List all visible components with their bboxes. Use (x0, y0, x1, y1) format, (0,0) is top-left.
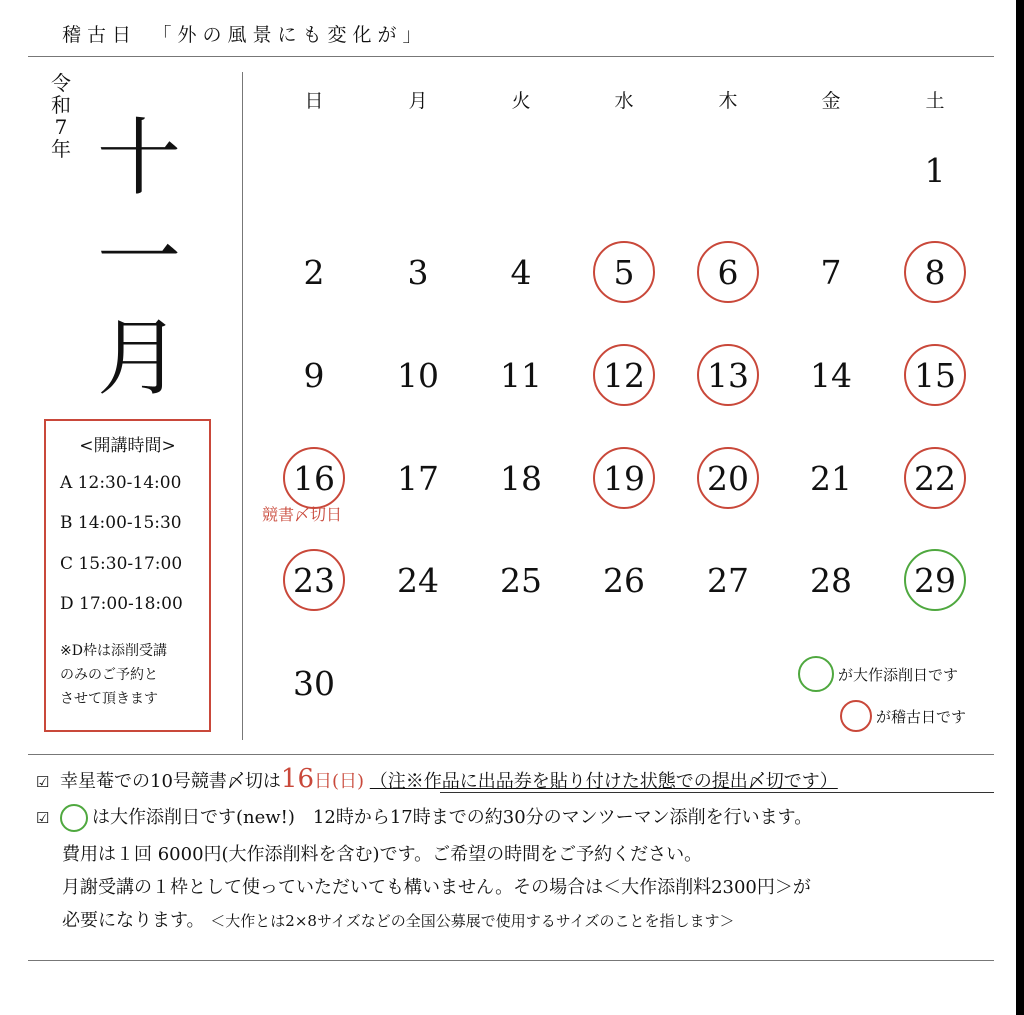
era-char: 7 (54, 115, 68, 139)
calendar-day (796, 443, 866, 513)
calendar-day (589, 443, 659, 513)
day-number: 24 (397, 560, 439, 600)
era-char: 令 (51, 71, 71, 95)
day-number: 4 (510, 252, 532, 292)
month-char: 月 (96, 309, 181, 407)
calendar-day (589, 340, 659, 410)
era-char: 年 (51, 137, 71, 161)
calendar-day (900, 443, 970, 513)
calendar-day (279, 545, 349, 615)
weekday-label: 水 (614, 90, 634, 112)
legend-red (840, 700, 966, 732)
note-line-fee: 費用は１回 6000円(大作添削料を含む)です。ご希望の時間をご予約ください。 (62, 844, 703, 865)
calendar-day (383, 340, 453, 410)
calendar-day (589, 237, 659, 307)
day-number: 3 (407, 252, 429, 292)
day-number: 25 (500, 560, 542, 600)
slot-note-line: させて頂きます (60, 691, 158, 707)
month-char: 十 (96, 109, 181, 207)
day-number: 28 (810, 560, 852, 600)
deadline-day: 16 (280, 764, 314, 794)
day-number: 29 (914, 560, 956, 600)
underline-rule (440, 792, 994, 793)
slot-note-line: ※D枠は添削受講 (60, 643, 167, 659)
calendar-day (486, 340, 556, 410)
calendar-day (900, 237, 970, 307)
calendar-day (279, 237, 349, 307)
notes-divider (28, 754, 994, 755)
calendar-day (279, 648, 349, 718)
slot-note-line: のみのご予約と (60, 667, 158, 683)
day-number: 19 (603, 458, 645, 498)
weekday-label: 土 (925, 90, 945, 112)
day-number: 1 (924, 150, 946, 190)
weekday-label: 月 (408, 90, 428, 112)
day-number: 8 (924, 252, 946, 292)
calendar-day (796, 237, 866, 307)
day-number: 7 (820, 252, 842, 292)
calendar-day (900, 340, 970, 410)
day-number: 21 (810, 458, 852, 498)
deadline-note: （注※作品に出品券を貼り付けた状態での提出〆切です） (369, 771, 838, 792)
calendar-day (486, 443, 556, 513)
month-char: 一 (96, 209, 181, 307)
calendar-day (796, 545, 866, 615)
day-number: 11 (500, 355, 542, 395)
day-number: 23 (293, 560, 335, 600)
class-hours-box (44, 419, 211, 732)
class-hours-title: <開講時間> (79, 436, 176, 456)
calendar-day (486, 545, 556, 615)
legend-green (798, 656, 958, 692)
day-number: 5 (613, 252, 635, 292)
weekday-label: 日 (304, 90, 324, 112)
calendar-day (796, 340, 866, 410)
calendar-day (383, 237, 453, 307)
calendar-day (693, 443, 763, 513)
day-number: 16 (293, 458, 335, 498)
note-line-deadline (36, 764, 838, 794)
day-number: 10 (397, 355, 439, 395)
calendar-day (383, 443, 453, 513)
calendar-day (589, 545, 659, 615)
day-number: 2 (303, 252, 325, 292)
day-number: 12 (603, 355, 645, 395)
large-work-text: は大作添削日です(new!) 12時から17時までの約30分のマンツーマン添削を行います。 (92, 807, 813, 828)
era-char: 和 (51, 93, 71, 117)
slot-note (60, 639, 210, 711)
green-circle-icon (798, 656, 834, 692)
calendar-day (383, 545, 453, 615)
day-number: 20 (707, 458, 749, 498)
day-number: 22 (914, 458, 956, 498)
day-number: 18 (500, 458, 542, 498)
day-number: 26 (603, 560, 645, 600)
day-number: 27 (707, 560, 749, 600)
calendar-day (693, 545, 763, 615)
day-number: 9 (303, 355, 325, 395)
month-label (96, 108, 182, 408)
large-work-definition: ＜大作とは2×8サイズなどの全国公募展で使用するサイズのことを指します＞ (210, 912, 735, 930)
calendar-day (900, 135, 970, 205)
calendar-day (486, 237, 556, 307)
note-line-monthly: 月謝受講の１枠として使っていただいても構いません。その場合は＜大作添削料2300円＞が (62, 877, 811, 898)
deadline-text: 幸星菴での10号競書〆切は (60, 771, 281, 792)
time-slot-c: C 15:30-17:00 (60, 554, 183, 574)
calendar-day (693, 237, 763, 307)
note-line-required (62, 906, 735, 932)
time-slot-b: B 14:00-15:30 (60, 513, 182, 533)
calendar-day (693, 340, 763, 410)
calendar-day (279, 340, 349, 410)
weekday-label: 木 (718, 90, 738, 112)
time-slot-d: D 17:00-18:00 (60, 594, 183, 614)
time-slot-a: A 12:30-14:00 (60, 473, 182, 493)
checkbox-icon: ☑ (36, 809, 50, 827)
footer-divider (28, 960, 994, 961)
day-number: 15 (914, 355, 956, 395)
day-number: 13 (707, 355, 749, 395)
note-line-large-work (36, 803, 812, 832)
weekday-label: 火 (511, 90, 531, 112)
day-number: 6 (717, 252, 739, 292)
header-divider (28, 56, 994, 57)
day-number: 14 (810, 355, 852, 395)
red-circle-icon (840, 700, 872, 732)
deadline-label: 競書〆切日 (262, 505, 343, 524)
column-divider (242, 72, 243, 740)
legend-red-label: が稽古日です (876, 707, 967, 726)
legend-green-label: が大作添削日です (838, 665, 959, 684)
era-label (50, 72, 72, 160)
calendar-day (900, 545, 970, 615)
green-circle-icon (60, 804, 88, 832)
day-number: 30 (293, 663, 335, 703)
page-title: 稽古日 「外の風景にも変化が」 (62, 24, 428, 46)
deadline-day-unit: 日(日) (314, 771, 365, 792)
weekday-label: 金 (821, 90, 841, 112)
required-text: 必要になります。 (62, 910, 205, 931)
checkbox-icon: ☑ (36, 773, 50, 791)
day-number: 17 (397, 458, 439, 498)
